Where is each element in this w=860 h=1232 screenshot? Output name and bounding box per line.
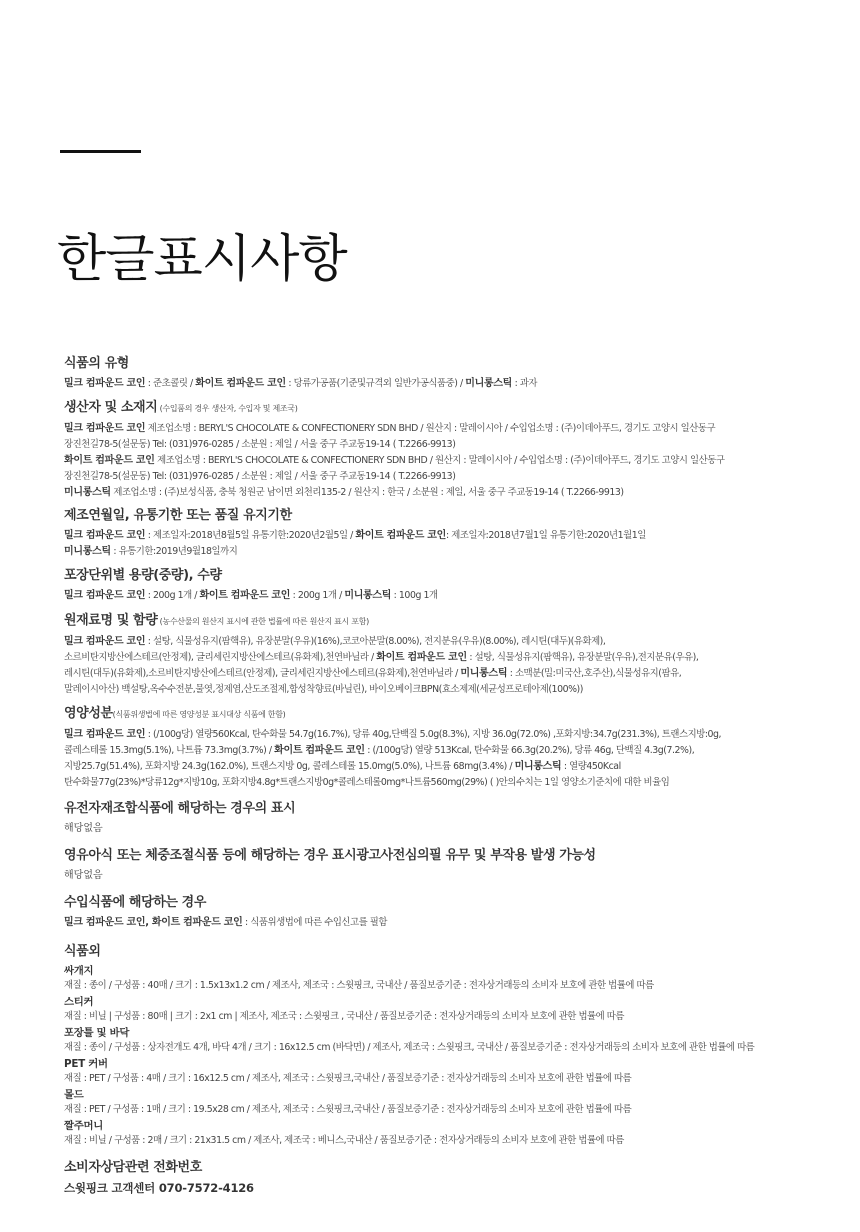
rich-line xyxy=(64,588,824,604)
detail-text: : 유통기한:2019년9월18일까지 xyxy=(110,546,238,557)
product-name: 밀크 컴파운드 코인 xyxy=(64,378,146,389)
product-name: 밀크 컴파운드 코인 xyxy=(64,636,146,647)
detail-text: : 제조일자:2018년7월1일 유통기한:2020년1월1일 xyxy=(446,530,646,541)
text-line xyxy=(64,666,824,682)
text-line xyxy=(64,650,824,666)
section-infant xyxy=(64,847,824,883)
detail-text: : (/100g당) 열량 513Kcal, 탄수화물 66.3g(20.2%), 당류 46g, 단백질 4.3g(7.2%), xyxy=(364,745,695,756)
section-heading: 수입식품에 해당하는 경우 xyxy=(64,895,206,910)
detail-text: : 열량450Kcal xyxy=(561,761,621,772)
non-food-item-name: 짤주머니 xyxy=(64,1120,103,1132)
product-name: 화이트 컴파운드 코인 xyxy=(199,590,291,601)
detail-text: : 당류가공품(기준및규격외 일반가공식품중) / xyxy=(285,378,466,389)
product-name: 미니롱스틱 xyxy=(460,668,508,679)
product-name: 밀크 컴파운드 코인 xyxy=(64,590,146,601)
detail-text: : 100g 1개 xyxy=(391,590,438,601)
section-heading: 식품의 유형 xyxy=(64,356,129,371)
section-heading xyxy=(64,399,824,418)
detail-text: : 200g 1개 / xyxy=(145,590,200,601)
rich-line xyxy=(64,376,824,392)
product-name: 밀크 컴파운드 코인 xyxy=(64,423,146,434)
product-name: 화이트 컴파운드 코인 xyxy=(64,455,155,466)
detail-text: : 200g 1개 / xyxy=(290,590,345,601)
section-weight xyxy=(64,567,824,604)
heading-text: 원재료명 및 함량 xyxy=(64,613,158,628)
section-heading: 유전자재조합식품에 해당하는 경우의 표시 xyxy=(64,801,296,816)
rich-lines xyxy=(64,634,824,698)
section-food-type xyxy=(64,355,824,392)
section-nutrition xyxy=(64,705,824,791)
section-heading: 식품외 xyxy=(64,944,101,959)
section-contact xyxy=(64,1159,824,1196)
text-line xyxy=(64,634,824,650)
title-accent-bar xyxy=(60,150,141,153)
rich-line xyxy=(64,915,824,931)
non-food-item-name: 포장틀 및 바닥 xyxy=(64,1027,130,1039)
text-line xyxy=(64,485,824,501)
heading-note: (수입품의 경우 생산자, 수입자 및 제조국) xyxy=(157,404,298,413)
product-name: 화이트 컴파운드 코인 xyxy=(195,378,286,389)
section-heading xyxy=(64,612,824,631)
detail-text: 레시틴(대두)(유화제),소르비탄지방산에스테르(안정제), 글리세린지방산에스테르(유화제),천연바닐라 / xyxy=(64,668,461,679)
text-line xyxy=(64,469,824,485)
product-name: 미니롱스틱 xyxy=(465,378,513,389)
non-food-item-detail: 재질 : PET / 구성품 : 1매 / 크기 : 19.5x28 cm / 제조사, 제조국 : 스윗핑크,국내산 / 품질보증기준 : 전자상거래등의 소비자 보호에 관한 법률에 따름 xyxy=(64,1104,632,1115)
detail-text: 장진천길78-5(설문동) Tel: (031)976-0285 / 소분원 : 제일 / 서울 중구 주교동19-14 ( T.2266-9913) xyxy=(64,439,456,450)
product-name: 밀크 컴파운드 코인 xyxy=(64,530,146,541)
section-producer xyxy=(64,399,824,501)
section-heading: 소비자상담관련 전화번호 xyxy=(64,1160,202,1175)
product-name: 미니롱스틱 xyxy=(514,761,562,772)
non-food-item-name: 스티커 xyxy=(64,996,94,1008)
detail-text: : 제조일자:2018년8월5일 유통기한:2020년2월5일 / xyxy=(145,530,356,541)
non-food-list xyxy=(64,964,824,1149)
text-line xyxy=(64,421,824,437)
non-food-item-detail: 재질 : 비닐 | 구성품 : 80매 | 크기 : 2x1 cm | 제조사, 제조국 : 스윗핑크 , 국내산 / 품질보증기준 : 전자상거래등의 소비자 보호에 관한 법률에 따름 xyxy=(64,1011,625,1022)
section-import xyxy=(64,894,824,931)
product-name: 화이트 컴파운드 코인 xyxy=(376,652,467,663)
heading-text: 영양성분 xyxy=(64,706,113,721)
section-heading: 포장단위별 용량(중량), 수량 xyxy=(64,568,222,583)
product-name: 밀크 컴파운드 코인, 화이트 컴파운드 코인 xyxy=(64,917,243,928)
detail-text: : 설탕, 식물성유지(팜핵유), 유장분말(우유),전지분유(우유), xyxy=(466,652,699,663)
detail-text: 콜레스테롤 15.3mg(5.1%), 나트륨 73.3mg(3.7%) / xyxy=(64,745,275,756)
product-name: 화이트 컴파운드 코인 xyxy=(274,745,365,756)
non-food-item-name: 싸개지 xyxy=(64,965,94,977)
detail-text: : 과자 xyxy=(512,378,538,389)
heading-note: (식품위생법에 따른 영양성분 표시대상 식품에 한함) xyxy=(112,710,286,719)
product-name: 미니롱스틱 xyxy=(64,487,111,498)
section-text: 해당없음 xyxy=(64,870,103,881)
detail-text: 제조업소명 : (주)보성식품, 충북 청원군 남이면 외천리135-2 / 원산지 : 한국 / 소분원 : 제일, 서울 중구 주교동19-14 ( T.2266-9913) xyxy=(110,487,624,498)
non-food-item-detail: 재질 : PET / 구성품 : 4매 / 크기 : 16x12.5 cm / 제조사, 제조국 : 스윗핑크,국내산 / 품질보증기준 : 전자상거래등의 소비자 보호에 관한 법률에 따름 xyxy=(64,1073,632,1084)
detail-text: : 준초콜릿 / xyxy=(145,378,196,389)
heading-text: 생산자 및 소재지 xyxy=(64,400,158,415)
detail-text: 제조업소명 : BERYL'S CHOCOLATE & CONFECTIONERY SDN BHD / 원산지 : 말레이시아 / 수입업소명 : (주)이데아푸드, 경기도 고양시 일산동구 xyxy=(154,455,725,466)
product-name: 미니롱스틱 xyxy=(344,590,392,601)
non-food-item-name: PET 커버 xyxy=(64,1058,108,1070)
detail-text: 제조업소명 : BERYL'S CHOCOLATE & CONFECTIONERY SDN BHD / 원산지 : 말레이시아 / 수입업소명 : (주)이데아푸드, 경기도 고양시 일산동구 xyxy=(145,423,716,434)
detail-text: 탄수화물77g(23%)*당류12g*지방10g, 포화지방4.8g*트랜스지방0g*콜레스테롤0mg*나트륨560mg(29%) ( )안의수치는 1일 영양소기준치에 대한 비율임 xyxy=(64,777,670,788)
non-food-item-detail: 재질 : 종이 / 구성품 : 상자전개도 4개, 바닥 4개 / 크기 : 16x12.5 cm (바닥면) / 제조사, 제조국 : 스윗핑크, 국내산 / 품질보증기준 : 전자상거래등의 소비자 보호에 관한 법률에 따름 xyxy=(64,1042,755,1053)
heading-note: (농수산물의 원산지 표시에 관한 법률에 따른 원산지 표시 포함) xyxy=(157,617,369,626)
non-food-item-detail: 재질 : 종이 / 구성품 : 40매 / 크기 : 1.5x13x1.2 cm / 제조사, 제조국 : 스윗핑크, 국내산 / 품질보증기준 : 전자상거래등의 소비자 보호에 관한 법률에 따름 xyxy=(64,980,654,991)
product-name: 미니롱스틱 xyxy=(64,546,111,557)
section-heading: 영유아식 또는 체중조절식품 등에 해당하는 경우 표시광고사전심의필 유무 및 부작용 발생 가능성 xyxy=(64,848,596,863)
detail-text: 장진천길78-5(설문동) Tel: (031)976-0285 / 소분원 : 제일 / 서울 중구 주교동19-14 ( T.2266-9913) xyxy=(64,471,456,482)
product-name: 화이트 컴파운드 코인 xyxy=(355,530,447,541)
section-ingredients xyxy=(64,612,824,698)
product-name: 밀크 컴파운드 코인 xyxy=(64,729,146,740)
section-heading: 제조연월일, 유통기한 또는 품질 유지기한 xyxy=(64,508,292,523)
detail-text: 말레이시아산) 백설탕,옥수수전분,물엿,정제염,산도조절제,합성착향료(바닐린), 바이오베이크BPN(효소제제(세균성프로테아제(100%)) xyxy=(64,684,583,695)
detail-text: : 소맥분(밀:미국산,호주산),식물성유지(팜유, xyxy=(507,668,682,679)
text-line xyxy=(64,727,824,743)
text-line xyxy=(64,453,824,469)
section-non-food xyxy=(64,943,824,1149)
non-food-item-detail: 재질 : 비닐 / 구성품 : 2매 / 크기 : 21x31.5 cm / 제조사, 제조국 : 베니스,국내산 / 품질보증기준 : 전자상거래등의 소비자 보호에 관한 법률에 따름 xyxy=(64,1135,624,1146)
text-line xyxy=(64,743,824,759)
section-text: 해당없음 xyxy=(64,823,103,834)
text-line xyxy=(64,759,824,775)
section-heading xyxy=(64,705,824,724)
page-title: 한글표시사항 xyxy=(57,230,347,289)
detail-text: : (/100g당) 열량560Kcal, 탄수화물 54.7g(16.7%), 당류 40g,단백질 5.0g(8.3%), 지방 36.0g(72.0%) ,포화지방:34.7g(231.3%), 트랜스지방:0g, xyxy=(145,729,722,740)
detail-text: 지방25.7g(51.4%), 포화지방 24.3g(162.0%), 트랜스지방 0g, 콜레스테롤 15.0mg(5.0%), 나트륨 68mg(3.4%) / xyxy=(64,761,515,772)
text-line xyxy=(64,528,824,544)
rich-lines xyxy=(64,421,824,501)
text-line xyxy=(64,682,824,698)
phone-number: 스윗핑크 고객센터 070-7572-4126 xyxy=(64,1181,254,1195)
rich-lines xyxy=(64,528,824,560)
detail-text: 소르비탄지방산에스테르(안정제), 글리세린지방산에스테르(유화제),천연바닐라 / xyxy=(64,652,377,663)
rich-lines xyxy=(64,727,824,791)
section-gmo xyxy=(64,800,824,836)
section-dates xyxy=(64,507,824,560)
detail-text: : 설탕, 식물성유지(팜핵유), 유장분말(우유)(16%),코코아분말(8.00%), 전지분유(우유)(8.00%), 레시틴(대두)(유화제), xyxy=(145,636,606,647)
text-line xyxy=(64,544,824,560)
label-content xyxy=(64,355,824,1196)
non-food-item-name: 몰드 xyxy=(64,1089,84,1101)
text-line xyxy=(64,437,824,453)
detail-text: : 식품위생법에 따른 수입신고를 필함 xyxy=(242,917,387,928)
text-line xyxy=(64,775,824,791)
